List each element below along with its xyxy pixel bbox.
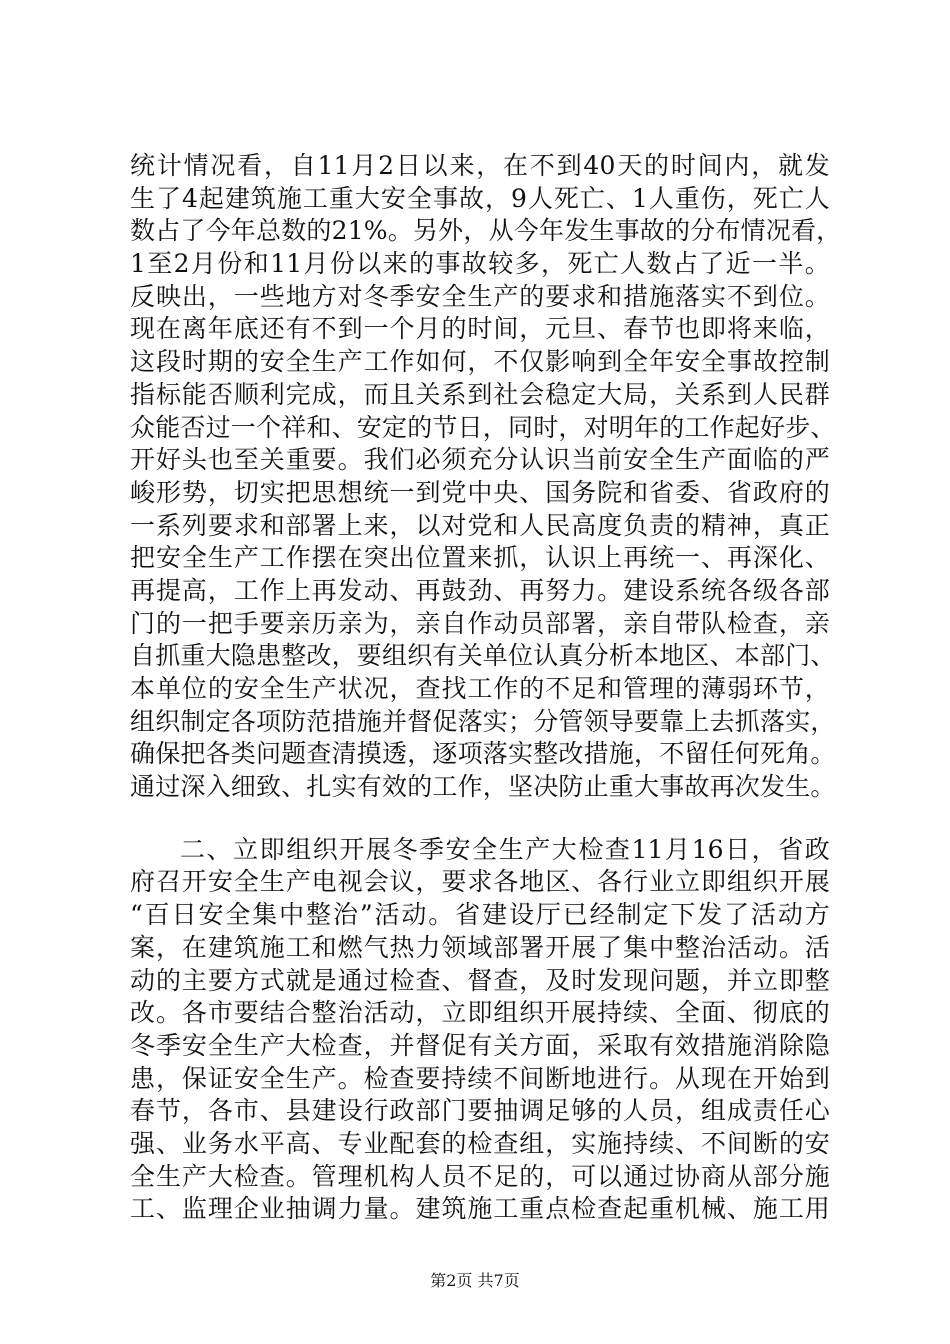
- text-line: 本单位的安全生产状况，查找工作的不足和管理的薄弱环节，: [130, 674, 830, 703]
- text-line: 通过深入细致、扎实有效的工作，坚决防止重大事故再次发生。: [130, 772, 836, 802]
- text-line: 确保把各类问题查清摸透，逐项落实整改措施，不留任何死角。: [130, 739, 836, 769]
- text-line: 冬季安全生产大检查，并督促有关方面，采取有效措施消除隐: [130, 1030, 830, 1060]
- text-line: 指标能否顺利完成，而且关系到社会稳定大局，关系到人民群: [130, 379, 830, 409]
- text-line: 一系列要求和部署上来，以对党和人民高度负责的精神，真正: [130, 510, 830, 540]
- document-body: [130, 150, 842, 1226]
- text-line: 统计情况看，自11月2日以来，在不到40天的时间内，就发: [130, 151, 830, 180]
- text-line: 众能否过一个祥和、安定的节日，同时，对明年的工作起好步、: [130, 412, 836, 442]
- paragraph-1: [130, 150, 842, 804]
- text-line: “百日安全集中整治”活动。省建设厅已经制定下发了活动方: [130, 900, 830, 930]
- text-line: 现在离年底还有不到一个月的时间，元旦、春节也即将来临，: [130, 314, 830, 344]
- text-line: 动的主要方式就是通过检查、督查，及时发现问题，并立即整: [130, 965, 830, 995]
- text-line: 开好头也至关重要。我们必须充分认识当前安全生产面临的严: [130, 445, 830, 475]
- text-line: 组织制定各项防范措施并督促落实；分管领导要靠上去抓落实，: [130, 706, 836, 736]
- text-line: 生了4起建筑施工重大安全事故，9人死亡、1人重伤，死亡人: [130, 183, 830, 213]
- text-line: 自抓重大隐患整改，要组织有关单位认真分析本地区、本部门、: [130, 641, 836, 671]
- page-number-footer: 第2页 共7页: [430, 1271, 520, 1290]
- text-line: 工、监理企业抽调力量。建筑施工重点检查起重机械、施工用: [130, 1194, 830, 1224]
- text-line: 改。各市要结合整治活动，立即组织开展持续、全面、彻底的: [130, 998, 830, 1028]
- text-line: 数占了今年总数的21%。另外，从今年发生事故的分布情况看，: [130, 216, 842, 246]
- text-line: 全生产大检查。管理机构人员不足的，可以通过协商从部分施: [130, 1161, 830, 1191]
- paragraph-2: [130, 834, 830, 1226]
- text-line: 1至2月份和11月份以来的事故较多，死亡人数占了近一半。: [130, 249, 830, 279]
- text-line: 把安全生产工作摆在突出位置来抓，认识上再统一、再深化、: [130, 543, 830, 573]
- text-line: 这段时期的安全生产工作如何，不仅影响到全年安全事故控制: [130, 347, 830, 377]
- text-line: 患，保证安全生产。检查要持续不间断地进行。从现在开始到: [130, 1063, 830, 1093]
- text-line: 再提高，工作上再发动、再鼓劲、再努力。建设系统各级各部: [130, 575, 830, 605]
- text-line: 峻形势，切实把思想统一到党中央、国务院和省委、省政府的: [130, 477, 830, 507]
- text-line: 春节，各市、县建设行政部门要抽调足够的人员，组成责任心: [130, 1096, 830, 1126]
- text-line: 强、业务水平高、专业配套的检查组，实施持续、不间断的安: [130, 1128, 830, 1158]
- text-line: 反映出，一些地方对冬季安全生产的要求和措施落实不到位。: [130, 281, 830, 311]
- text-line: 门的一把手要亲历亲为，亲自作动员部署，亲自带队检查，亲: [130, 608, 830, 638]
- text-line: 府召开安全生产电视会议，要求各地区、各行业立即组织开展: [130, 867, 830, 897]
- text-line: 案，在建筑施工和燃气热力领域部署开展了集中整治活动。活: [130, 932, 830, 962]
- text-line: 二、立即组织开展冬季安全生产大检查11月16日，省政: [180, 834, 830, 864]
- paragraph-spacer: [130, 804, 830, 834]
